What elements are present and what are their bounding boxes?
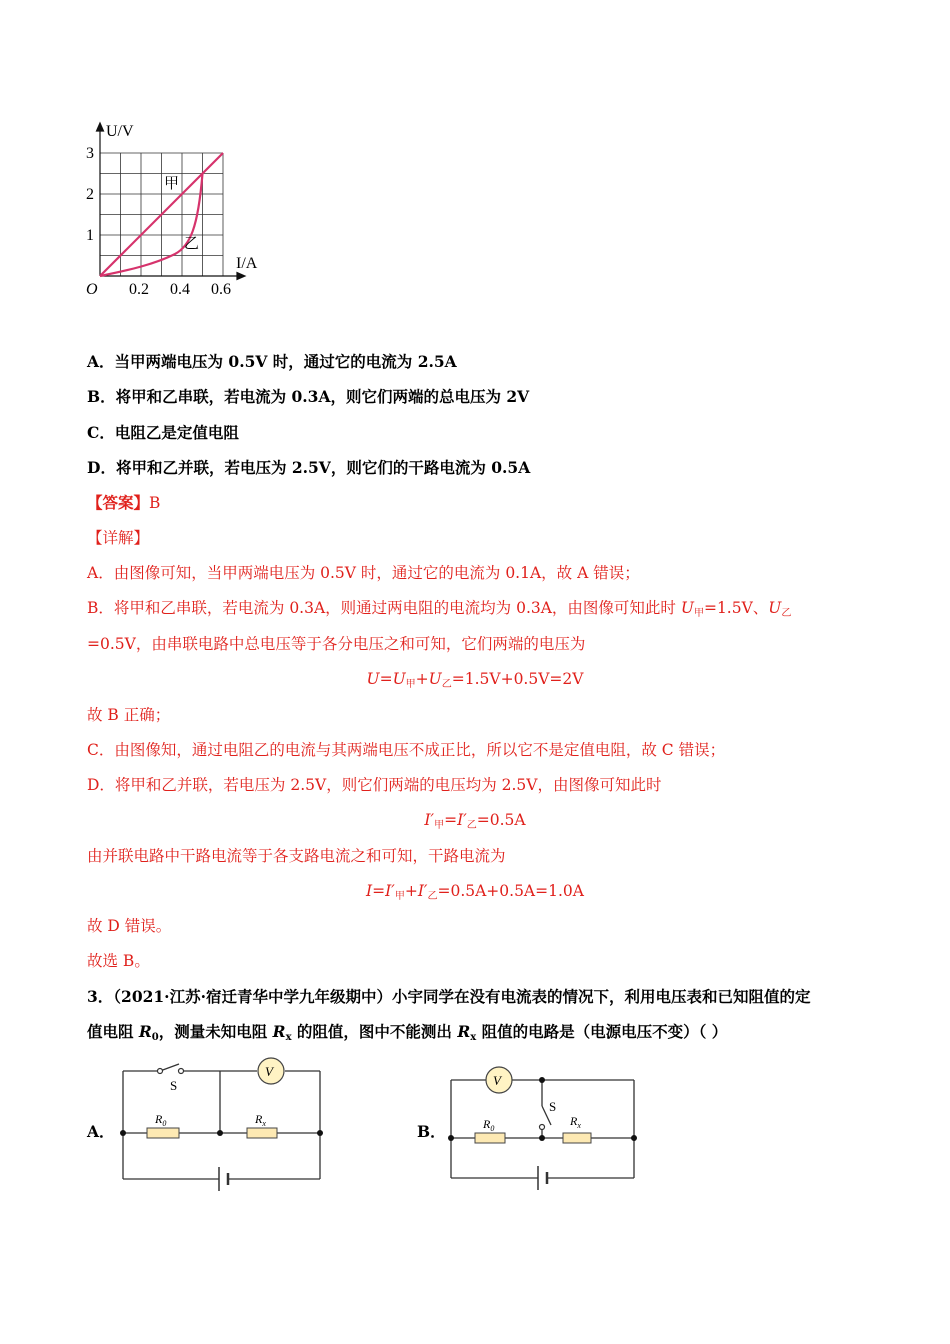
answer-line	[87, 493, 160, 513]
question3-line1: 3．（2021·江苏·宿迁青华中学九年级期中）小宇同学在没有电流表的情况下，利用电压表和已知阻值的定	[87, 987, 811, 1006]
answer-value: B	[149, 494, 161, 512]
explain-c: C．由图像知，通过电阻乙的电流与其两端电压不成正比，所以它不是定值电阻，故 C 错误；	[87, 741, 726, 759]
curve-jia-label: 甲	[164, 176, 180, 192]
x-tick-0.4: 0.4	[170, 281, 190, 298]
resistor-rx-b	[563, 1133, 591, 1143]
answer-label: 【答案】	[87, 493, 150, 512]
explain-d-line1: D．将甲和乙并联，若电压为 2.5V，则它们两端的电压均为 2.5V，由图像可知此时	[87, 776, 662, 794]
option-d: D．将甲和乙并联，若电压为 2.5V，则它们的干路电流为 0.5A	[87, 458, 531, 477]
resistor-r0	[147, 1128, 179, 1138]
equation-3: $I=I'_甲+I'_乙=0.5A+0.5A=1.0A$	[366, 882, 584, 902]
svg-text:V: V	[265, 1064, 273, 1079]
curve-yi-label: 乙	[184, 236, 200, 252]
option-c: C．电阻乙是定值电阻	[87, 423, 239, 442]
equation-1: $U=U_甲+U_乙=1.5V+0.5V=2V$	[366, 670, 584, 690]
resistor-rx	[247, 1128, 277, 1138]
svg-text:V: V	[493, 1073, 501, 1088]
svg-text:R0: $R_0$	[483, 1117, 495, 1133]
u-i-graph	[80, 118, 280, 303]
x-tick-0.2: 0.2	[129, 281, 149, 298]
y-tick-3: 3	[86, 145, 94, 162]
circuit-b-label: B．	[417, 1122, 446, 1141]
y-axis-label: U/V	[106, 123, 134, 140]
switch-label-b: S	[549, 1099, 557, 1114]
explain-a: A．由图像可知，当甲两端电压为 0.5V 时，通过它的电流为 0.1A，故 A 错误；	[87, 564, 640, 582]
final-choice: 故选 B。	[87, 952, 150, 970]
explain-b-line3: 故 B 正确；	[87, 706, 171, 724]
svg-text:Rx: $R_x$	[570, 1114, 581, 1130]
circuit-a-label: A．	[87, 1122, 115, 1141]
explain-b-line1: B．将甲和乙串联，若电流为 0.3A，则通过两电阻的电流均为 0.3A，由图像可知此时 $U_甲=1.5V$、$U_乙$	[87, 599, 792, 619]
option-b: B．将甲和乙串联，若电流为 0.3A，则它们两端的总电压为 2V	[87, 387, 530, 406]
explain-d-line3: 故 D 错误。	[87, 917, 172, 935]
y-tick-2: 2	[86, 186, 94, 203]
equation-2: $I'_甲=I'_乙=0.5A$	[424, 811, 526, 831]
question3-line2: 值电阻 $R_0$，测量未知电阻 $R_x$ 的阻值，图中不能测出 $R_x$ 阻值的电路是（电源电压不变）（ ）	[87, 1022, 728, 1043]
resistor-r0-b	[475, 1133, 505, 1143]
voltmeter	[258, 1058, 284, 1084]
explain-d-line2: 由并联电路中干路电流等于各支路电流之和可知，干路电流为	[87, 847, 506, 865]
circuit-a	[115, 1055, 330, 1195]
switch-label: S	[170, 1078, 178, 1093]
origin-label: O	[86, 281, 98, 298]
detail-label: 【详解】	[87, 529, 150, 547]
explain-b-line2: =0.5V，由串联电路中总电压等于各分电压之和可知，它们两端的电压为	[87, 635, 586, 653]
circuit-b	[443, 1062, 643, 1192]
x-tick-0.6: 0.6	[211, 281, 231, 298]
x-axis-label: I/A	[236, 255, 258, 272]
voltmeter-b	[486, 1067, 512, 1093]
option-a: A．当甲两端电压为 0.5V 时，通过它的电流为 2.5A	[87, 352, 457, 371]
svg-text:R0: $R_0$	[155, 1112, 167, 1128]
y-tick-1: 1	[86, 227, 94, 244]
svg-text:Rx: $R_x$	[255, 1112, 266, 1128]
